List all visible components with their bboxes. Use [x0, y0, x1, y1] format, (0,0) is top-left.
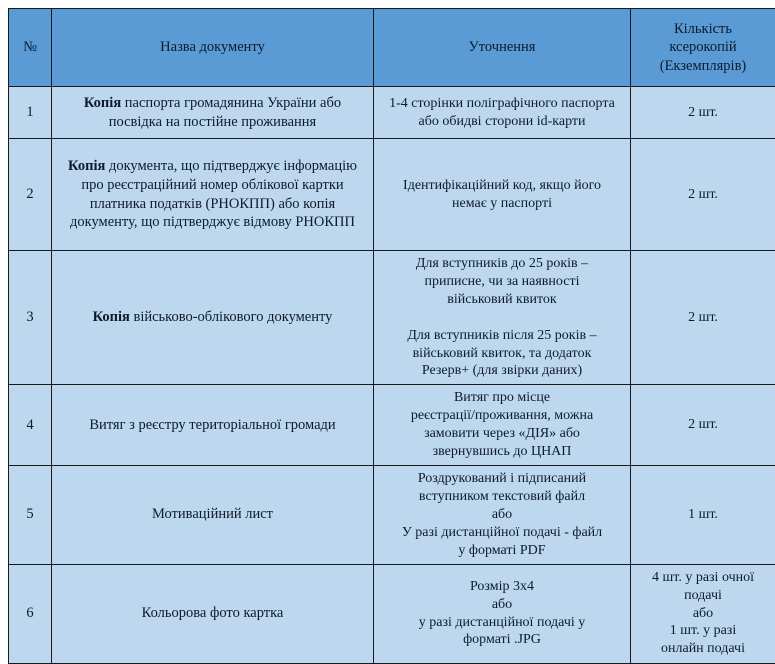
clarification-line: звернувшись до ЦНАП	[380, 443, 624, 461]
clarification-line: або	[380, 596, 624, 614]
clarification-lines	[380, 389, 624, 461]
copies-count-header-lines	[637, 20, 769, 76]
clarification-cell	[374, 87, 631, 139]
document-name-rest: Мотиваційний лист	[152, 506, 273, 522]
documents-requirements-table	[8, 8, 775, 664]
column-header-copies-count	[631, 9, 775, 87]
row-number: 5	[9, 465, 52, 564]
table-row	[9, 87, 775, 139]
copies-count-cell	[631, 564, 775, 663]
clarification-line: форматі .JPG	[380, 631, 624, 649]
table-row	[9, 385, 775, 466]
clarification-line: У разі дистанційної подачі - файл	[380, 524, 624, 542]
copies-count-line: подачі	[637, 587, 769, 605]
document-name-cell	[52, 465, 374, 564]
table-row	[9, 251, 775, 385]
clarification-cell	[374, 564, 631, 663]
clarification-line: Ідентифікаційний код, якщо його	[380, 177, 624, 195]
copies-count-line: 2 шт.	[637, 104, 769, 122]
column-header-document-name: Назва документу	[52, 9, 374, 87]
copies-count-line: 2 шт.	[637, 186, 769, 204]
clarification-line: Для вступників до 25 років –	[380, 255, 624, 273]
clarification-spacer	[380, 309, 624, 327]
clarification-line: 1-4 сторінки поліграфічного паспорта	[380, 95, 624, 113]
copies-count-cell	[631, 139, 775, 251]
document-name-rest: паспорта громадянина України або посвідка на постійне проживання	[109, 95, 341, 130]
clarification-line: замовити через «ДІЯ» або	[380, 425, 624, 443]
table-row	[9, 564, 775, 663]
document-name-bold: Копія	[68, 158, 105, 174]
document-name-bold: Копія	[93, 309, 130, 325]
table-row	[9, 139, 775, 251]
clarification-line: або обидві сторони id-карти	[380, 113, 624, 131]
clarification-lines	[380, 95, 624, 131]
row-number: 3	[9, 251, 52, 385]
clarification-line: Розмір 3х4	[380, 578, 624, 596]
clarification-lines	[380, 470, 624, 560]
table-header-row	[9, 9, 775, 87]
document-name-rest: Кольорова фото картка	[142, 605, 284, 621]
clarification-line: Роздрукований і підписаний	[380, 470, 624, 488]
copies-count-lines	[637, 309, 769, 327]
copies-count-cell	[631, 87, 775, 139]
clarification-cell	[374, 251, 631, 385]
copies-count-lines	[637, 186, 769, 204]
document-name-cell	[52, 251, 374, 385]
clarification-line: або	[380, 506, 624, 524]
clarification-lines	[380, 578, 624, 650]
document-name-cell	[52, 139, 374, 251]
clarification-line: немає у паспорті	[380, 195, 624, 213]
copies-count-lines	[637, 416, 769, 434]
document-name-bold: Копія	[84, 95, 121, 111]
copies-count-line: 1 шт. у разі	[637, 622, 769, 640]
copies-count-cell	[631, 465, 775, 564]
copies-count-lines	[637, 104, 769, 122]
clarification-lines	[380, 255, 624, 380]
clarification-line: військовий квиток	[380, 291, 624, 309]
copies-count-line: або	[637, 605, 769, 623]
copies-count-line: 2 шт.	[637, 309, 769, 327]
clarification-line: у форматі PDF	[380, 542, 624, 560]
clarification-line: приписне, чи за наявності	[380, 273, 624, 291]
copies-header-line-1: Кількість	[637, 20, 769, 39]
clarification-line: вступником текстовий файл	[380, 488, 624, 506]
clarification-line: військовий квиток, та додаток	[380, 345, 624, 363]
document-name-rest: військово-облікового документу	[130, 309, 333, 325]
document-name-cell	[52, 87, 374, 139]
clarification-line: Резерв+ (для звірки даних)	[380, 362, 624, 380]
copies-count-cell	[631, 251, 775, 385]
clarification-line: Для вступників після 25 років –	[380, 327, 624, 345]
copies-header-line-2: ксерокопій	[637, 38, 769, 57]
copies-count-cell	[631, 385, 775, 466]
copies-header-line-3: (Екземплярів)	[637, 57, 769, 76]
row-number: 4	[9, 385, 52, 466]
clarification-line: реєстрації/проживання, можна	[380, 407, 624, 425]
copies-count-lines	[637, 506, 769, 524]
column-header-clarification: Уточнення	[374, 9, 631, 87]
copies-count-line: онлайн подачі	[637, 640, 769, 658]
column-header-number: №	[9, 9, 52, 87]
document-name-rest: документа, що підтверджує інформацію про реєстраційний номер облікової картки платника податків (РНОКПП) або	[81, 158, 357, 211]
clarification-cell	[374, 139, 631, 251]
row-number: 2	[9, 139, 52, 251]
document-name-rest: Витяг з реєстру територіальної громади	[89, 417, 335, 433]
clarification-line: у разі дистанційної подачі у	[380, 614, 624, 632]
clarification-line: Витяг про місце	[380, 389, 624, 407]
copies-count-line: 2 шт.	[637, 416, 769, 434]
document-name-extra-line: копія документу, що підтверджує відмову РНОКПП	[70, 196, 355, 231]
row-number: 6	[9, 564, 52, 663]
clarification-lines	[380, 177, 624, 213]
document-name-cell	[52, 564, 374, 663]
copies-count-line: 4 шт. у разі очної	[637, 569, 769, 587]
table-row	[9, 465, 775, 564]
clarification-cell	[374, 385, 631, 466]
table-body	[9, 87, 775, 664]
copies-count-line: 1 шт.	[637, 506, 769, 524]
clarification-cell	[374, 465, 631, 564]
row-number: 1	[9, 87, 52, 139]
document-name-cell	[52, 385, 374, 466]
table-header	[9, 9, 775, 87]
